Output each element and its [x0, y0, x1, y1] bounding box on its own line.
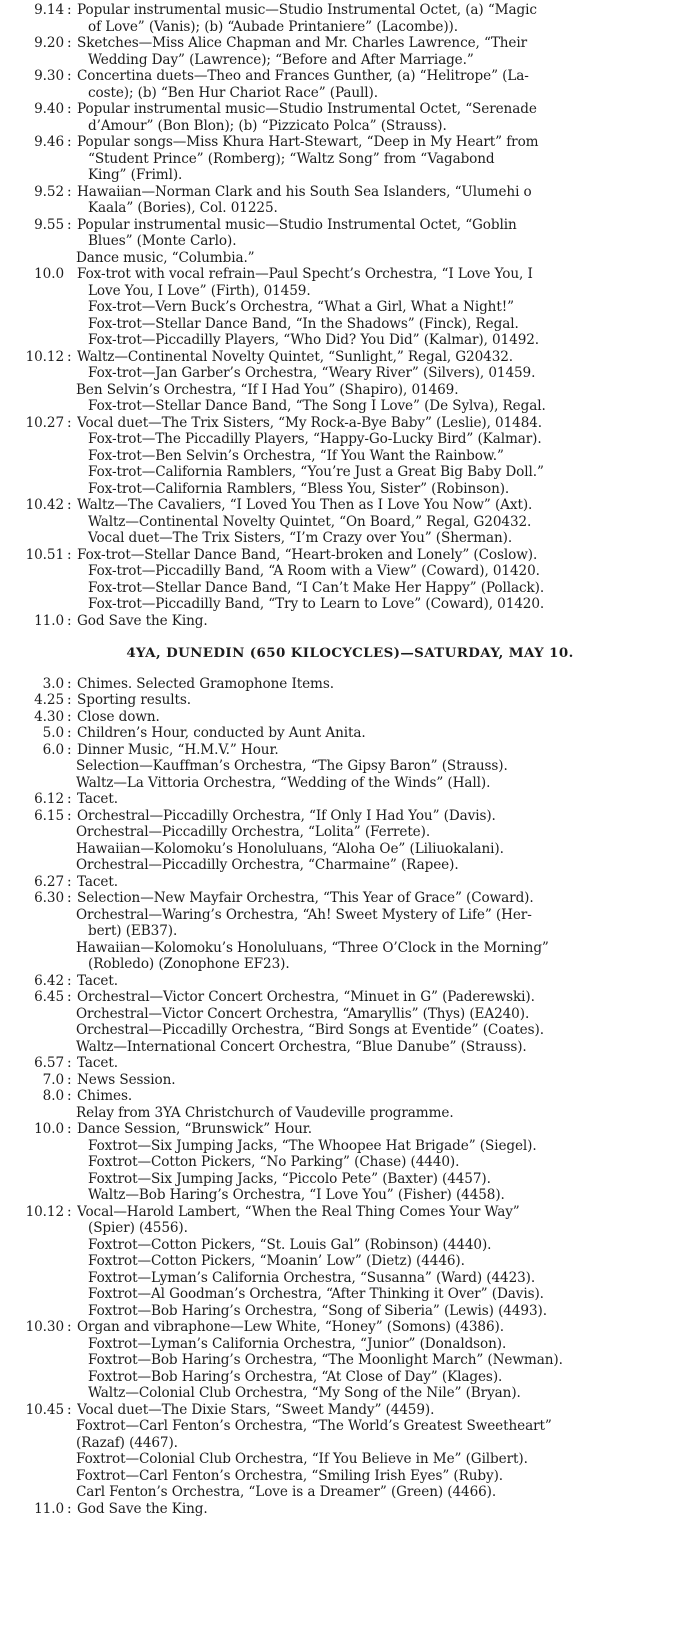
- schedule-entry: [16, 874, 684, 891]
- schedule-entry: [16, 1121, 684, 1138]
- sub-item: Foxtrot—Carl Fenton’s Orchestra, “Smiling Irish Eyes” (Ruby).: [76, 1467, 503, 1484]
- schedule-entry: [16, 709, 684, 726]
- sub-item: Selection—Kauffman’s Orchestra, “The Gipsy Baron” (Strauss).: [76, 758, 508, 774]
- schedule-entry: [16, 1072, 684, 1089]
- time-separator: :: [67, 1500, 72, 1517]
- schedule-entry: [16, 973, 684, 990]
- schedule-entry: [16, 184, 684, 201]
- sub-item: Fox-trot—Stellar Dance Band, “The Song I Love” (De Sylva), Regal.: [88, 398, 546, 414]
- sub-item: Relay from 3YA Christchurch of Vaudeville programme.: [76, 1104, 454, 1121]
- entry-continuation: Wedding Day” (Lawrence); “Before and After Marriage.”: [88, 51, 474, 68]
- schedule-entry: [16, 1204, 684, 1221]
- sub-item: Foxtrot—Six Jumping Jacks, “The Whoopee Hat Brigade” (Siegel).: [88, 1137, 537, 1154]
- entry-text: Tacet.: [77, 791, 118, 807]
- sub-item: Fox-trot—Stellar Dance Band, “In the Shadows” (Finck), Regal.: [88, 315, 519, 332]
- sub-item: Foxtrot—Carl Fenton’s Orchestra, “The World’s Greatest Sweetheart”: [76, 1418, 552, 1434]
- time-slot: 9.55: [34, 216, 64, 233]
- sub-item: Fox-trot—Ben Selvin’s Orchestra, “If You Want the Rainbow.”: [88, 447, 504, 464]
- time-slot: 10.0: [34, 1121, 64, 1137]
- entry-text: Fox-trot—Stellar Dance Band, “Heart-broken and Lonely” (Coslow).: [77, 546, 538, 563]
- schedule-entry: [16, 725, 684, 742]
- time-slot: 6.57: [34, 1055, 64, 1071]
- time-slot: 9.46: [34, 134, 64, 150]
- entry-text: Hawaiian—Norman Clark and his South Sea Islanders, “Ulumehi o: [77, 183, 532, 200]
- entry-text: Dinner Music, “H.M.V.” Hour.: [77, 741, 279, 758]
- schedule-entry: [16, 35, 684, 52]
- time-slot: 8.0: [42, 1088, 64, 1104]
- sub-item: Foxtrot—Colonial Club Orchestra, “If You Believe in Me” (Gilbert).: [76, 1451, 528, 1467]
- schedule-entry: [16, 1088, 684, 1105]
- time-separator: :: [67, 134, 72, 150]
- time-slot: 6.12: [34, 791, 64, 807]
- time-slot: 7.0: [42, 1071, 64, 1088]
- sub-item: Dance music, “Columbia.”: [76, 249, 255, 266]
- schedule-entry: [16, 547, 684, 564]
- sub-item: Carl Fenton’s Orchestra, “Love is a Dreamer” (Green) (4466).: [76, 1484, 497, 1500]
- entry-text: God Save the King.: [77, 612, 208, 629]
- entry-continuation: Love You, I Love” (Firth), 01459.: [88, 282, 311, 299]
- entry-text: Popular instrumental music—Studio Instrumental Octet, (a) “Magic: [77, 2, 537, 18]
- time-separator: :: [67, 1055, 72, 1071]
- schedule-entry: [16, 1319, 684, 1336]
- entry-text: Popular songs—Miss Khura Hart-Stewart, “Deep in My Heart” from: [77, 134, 539, 150]
- time-separator: :: [67, 890, 72, 906]
- sub-item: Foxtrot—Cotton Pickers, “Moanin’ Low” (Dietz) (4446).: [88, 1253, 465, 1269]
- time-slot: 9.40: [34, 101, 64, 117]
- time-separator: :: [67, 2, 72, 18]
- sub-item: Waltz—International Concert Orchestra, “Blue Danube” (Strauss).: [76, 1038, 527, 1055]
- time-separator: :: [67, 725, 72, 741]
- entry-text: Dance Session, “Brunswick” Hour.: [77, 1121, 312, 1137]
- schedule-entry: [16, 2, 684, 19]
- sub-item: Foxtrot—Bob Haring’s Orchestra, “Song of Siberia” (Lewis) (4493).: [88, 1302, 547, 1319]
- sub-item: Fox-trot—Piccadilly Band, “Try to Learn to Love” (Coward), 01420.: [88, 596, 545, 612]
- time-separator: :: [67, 989, 72, 1005]
- time-slot: 9.20: [34, 35, 64, 51]
- time-slot: 10.45: [25, 1401, 64, 1418]
- time-slot: 4.25: [34, 692, 64, 708]
- sub-item: (Razaf) (4467).: [76, 1434, 178, 1451]
- time-separator: :: [67, 741, 72, 758]
- sub-item: Orchestral—Piccadilly Orchestra, “Charmaine” (Rapee).: [76, 857, 459, 873]
- sub-item: Hawaiian—Kolomoku’s Honoluluans, “Aloha Oe” (Liliuokalani).: [76, 840, 504, 857]
- schedule-entry: [16, 1402, 684, 1419]
- schedule-entry: [16, 68, 684, 85]
- entry-text: Orchestral—Piccadilly Orchestra, “If Only I Had You” (Davis).: [77, 807, 496, 824]
- schedule-entry: [16, 266, 684, 283]
- time-separator: :: [67, 1088, 72, 1104]
- time-separator: :: [67, 183, 72, 200]
- time-slot: 6.45: [34, 989, 64, 1005]
- time-separator: :: [67, 348, 72, 365]
- time-separator: :: [67, 1319, 72, 1335]
- entry-text: Waltz—Continental Novelty Quintet, “Sunlight,” Regal, G20432.: [77, 348, 514, 365]
- time-separator: :: [67, 546, 72, 563]
- sub-item: Orchestral—Waring’s Orchestra, “Ah! Sweet Mystery of Life” (Her-: [76, 906, 532, 923]
- entry-text: Organ and vibraphone—Lew White, “Honey” (Somons) (4386).: [77, 1319, 504, 1335]
- entry-text: Tacet.: [77, 1055, 118, 1071]
- time-slot: 10.51: [25, 546, 64, 563]
- entry-continuation: “Student Prince” (Romberg); “Waltz Song” from “Vagabond: [88, 150, 495, 167]
- time-slot: 4.30: [34, 708, 64, 725]
- schedule-entry: [16, 1501, 684, 1518]
- time-separator: :: [67, 675, 72, 692]
- time-separator: :: [67, 692, 72, 708]
- time-separator: :: [67, 807, 72, 824]
- time-separator: :: [67, 1071, 72, 1088]
- entry-text: God Save the King.: [77, 1500, 208, 1517]
- entry-text: Popular instrumental music—Studio Instrumental Octet, “Serenade: [77, 101, 537, 117]
- time-separator: :: [67, 497, 72, 513]
- entry-text: Close down.: [77, 708, 160, 725]
- sub-item: Fox-trot—Piccadilly Players, “Who Did? You Did” (Kalmar), 01492.: [88, 332, 540, 348]
- time-slot: 10.30: [25, 1319, 64, 1335]
- entry-text: Fox-trot with vocal refrain—Paul Specht’s Orchestra, “I Love You, I: [77, 266, 533, 282]
- programme-section-3ya: [16, 2, 684, 629]
- sub-item: Waltz—Colonial Club Orchestra, “My Song of the Nile” (Bryan).: [88, 1385, 521, 1401]
- entry-continuation: of Love” (Vanis); (b) “Aubade Printaniere” (Lacombe)).: [88, 18, 458, 35]
- time-slot: 9.52: [34, 183, 64, 200]
- time-slot: 6.27: [34, 873, 64, 890]
- sub-item: Fox-trot—Vern Buck’s Orchestra, “What a Girl, What a Night!”: [88, 299, 514, 315]
- sub-item: Foxtrot—Cotton Pickers, “St. Louis Gal” (Robinson) (4440).: [88, 1236, 492, 1253]
- schedule-entry: [16, 415, 684, 432]
- entry-text: Vocal duet—The Trix Sisters, “My Rock-a-Bye Baby” (Leslie), 01484.: [77, 414, 543, 431]
- sub-item: Ben Selvin’s Orchestra, “If I Had You” (Shapiro), 01469.: [76, 381, 459, 398]
- time-slot: 10.12: [25, 1203, 64, 1220]
- time-slot: 10.0: [34, 266, 64, 282]
- sub-item: Fox-trot—Piccadilly Band, “A Room with a View” (Coward), 01420.: [88, 563, 540, 579]
- schedule-entry: [16, 890, 684, 907]
- sub-item: Waltz—La Vittoria Orchestra, “Wedding of the Winds” (Hall).: [76, 774, 491, 791]
- schedule-entry: [16, 989, 684, 1006]
- sub-item: Fox-trot—Jan Garber’s Orchestra, “Weary River” (Silvers), 01459.: [88, 365, 536, 381]
- time-separator: :: [67, 35, 72, 51]
- time-slot: 10.27: [25, 414, 64, 431]
- sub-item: Orchestral—Piccadilly Orchestra, “Bird Songs at Eventide” (Coates).: [76, 1022, 544, 1038]
- schedule-entry: [16, 1055, 684, 1072]
- sub-item: Orchestral—Victor Concert Orchestra, “Amaryllis” (Thys) (EA240).: [76, 1005, 530, 1022]
- station-heading: 4YA, DUNEDIN (650 KILOCYCLES)—SATURDAY, MAY 10.: [126, 645, 574, 661]
- entry-text: Vocal duet—The Dixie Stars, “Sweet Mandy” (4459).: [77, 1401, 435, 1418]
- time-separator: :: [67, 216, 72, 233]
- time-slot: 9.30: [34, 68, 64, 84]
- time-separator: :: [67, 414, 72, 431]
- sub-item: Fox-trot—California Ramblers, “Bless You, Sister” (Robinson).: [88, 480, 510, 497]
- time-slot: 3.0: [42, 675, 64, 692]
- entry-text: Chimes.: [77, 1088, 133, 1104]
- time-slot: 6.15: [34, 807, 64, 824]
- schedule-entry: [16, 791, 684, 808]
- time-slot: 11.0: [34, 1500, 64, 1517]
- schedule-entry: [16, 349, 684, 366]
- time-slot: 9.14: [34, 2, 64, 18]
- entry-continuation: coste); (b) “Ben Hur Chariot Race” (Paull).: [88, 84, 378, 101]
- schedule-entry: [16, 134, 684, 151]
- schedule-entry: [16, 808, 684, 825]
- entry-continuation: (Spier) (4556).: [88, 1220, 188, 1236]
- sub-item: Foxtrot—Al Goodman’s Orchestra, “After Thinking it Over” (Davis).: [88, 1286, 544, 1302]
- entry-text: Sketches—Miss Alice Chapman and Mr. Charles Lawrence, “Their: [77, 35, 528, 51]
- sub-item: Foxtrot—Bob Haring’s Orchestra, “At Close of Day” (Klages).: [88, 1368, 503, 1385]
- time-slot: 11.0: [34, 612, 64, 629]
- sub-item: Waltz—Bob Haring’s Orchestra, “I Love You” (Fisher) (4458).: [88, 1187, 505, 1203]
- schedule-entry: [16, 613, 684, 630]
- time-slot: 5.0: [42, 725, 64, 741]
- sub-item: Foxtrot—Lyman’s California Orchestra, “Susanna” (Ward) (4423).: [88, 1269, 536, 1286]
- entry-text: Concertina duets—Theo and Frances Gunther, (a) “Helitrope” (La-: [77, 68, 529, 84]
- time-separator: :: [67, 873, 72, 890]
- schedule-entry: [16, 676, 684, 693]
- sub-item: Foxtrot—Cotton Pickers, “No Parking” (Chase) (4440).: [88, 1154, 460, 1170]
- time-slot: 6.42: [34, 972, 64, 989]
- entry-text: Selection—New Mayfair Orchestra, “This Year of Grace” (Coward).: [77, 890, 534, 906]
- time-separator: :: [67, 101, 72, 117]
- time-separator: :: [67, 612, 72, 629]
- sub-item: Foxtrot—Six Jumping Jacks, “Piccolo Pete” (Baxter) (4457).: [88, 1170, 491, 1187]
- sub-item: Fox-trot—Stellar Dance Band, “I Can’t Make Her Happy” (Pollack).: [88, 579, 545, 596]
- entry-text: Vocal—Harold Lambert, “When the Real Thing Comes Your Way”: [77, 1203, 520, 1220]
- entry-text: Orchestral—Victor Concert Orchestra, “Minuet in G” (Paderewski).: [77, 989, 535, 1005]
- time-slot: 6.0: [42, 741, 64, 758]
- time-separator: :: [67, 708, 72, 725]
- sub-item: Fox-trot—California Ramblers, “You’re Just a Great Big Baby Doll.”: [88, 464, 544, 480]
- time-slot: 10.42: [25, 497, 64, 513]
- time-separator: :: [67, 791, 72, 807]
- entry-text: Popular instrumental music—Studio Instrumental Octet, “Goblin: [77, 216, 517, 233]
- sub-item: Vocal duet—The Trix Sisters, “I’m Crazy over You” (Sherman).: [88, 530, 513, 546]
- entry-text: Sporting results.: [77, 692, 191, 708]
- programme-section-4ya: [16, 676, 684, 1518]
- sub-item: Fox-trot—The Piccadilly Players, “Happy-Go-Lucky Bird” (Kalmar).: [88, 431, 542, 447]
- schedule-entry: [16, 217, 684, 234]
- schedule-entry: [16, 497, 684, 514]
- time-separator: :: [67, 68, 72, 84]
- entry-continuation: Blues” (Monte Carlo).: [88, 233, 237, 249]
- entry-continuation: King” (Friml).: [88, 167, 183, 183]
- time-separator: :: [67, 1121, 72, 1137]
- entry-continuation: d’Amour” (Bon Blon); (b) “Pizzicato Polca” (Strauss).: [88, 117, 447, 134]
- schedule-entry: [16, 742, 684, 759]
- time-slot: 10.12: [25, 348, 64, 365]
- entry-text: Waltz—The Cavaliers, “I Loved You Then as I Love You Now” (Axt).: [77, 497, 533, 513]
- time-separator: :: [67, 1203, 72, 1220]
- entry-text: Tacet.: [77, 972, 118, 989]
- sub-item: (Robledo) (Zonophone EF23).: [88, 956, 290, 972]
- entry-text: Chimes. Selected Gramophone Items.: [77, 675, 334, 692]
- sub-item: Foxtrot—Bob Haring’s Orchestra, “The Moonlight March” (Newman).: [88, 1352, 563, 1368]
- time-slot: 6.30: [34, 890, 64, 906]
- schedule-entry: [16, 101, 684, 118]
- schedule-entry: [16, 692, 684, 709]
- entry-text: Children’s Hour, conducted by Aunt Anita.: [77, 725, 366, 741]
- entry-continuation: Kaala” (Bories), Col. 01225.: [88, 200, 278, 216]
- entry-text: News Session.: [77, 1071, 176, 1088]
- sub-item: Foxtrot—Lyman’s California Orchestra, “Junior” (Donaldson).: [88, 1335, 507, 1352]
- sub-item: Orchestral—Piccadilly Orchestra, “Lolita” (Ferrete).: [76, 824, 431, 840]
- sub-item: Hawaiian—Kolomoku’s Honoluluans, “Three O’Clock in the Morning”: [76, 939, 549, 956]
- sub-item: Waltz—Continental Novelty Quintet, “On Board,” Regal, G20432.: [88, 513, 532, 530]
- time-separator: :: [67, 1401, 72, 1418]
- sub-item: bert) (EB37).: [88, 923, 178, 939]
- entry-text: Tacet.: [77, 873, 118, 890]
- time-separator: :: [67, 972, 72, 989]
